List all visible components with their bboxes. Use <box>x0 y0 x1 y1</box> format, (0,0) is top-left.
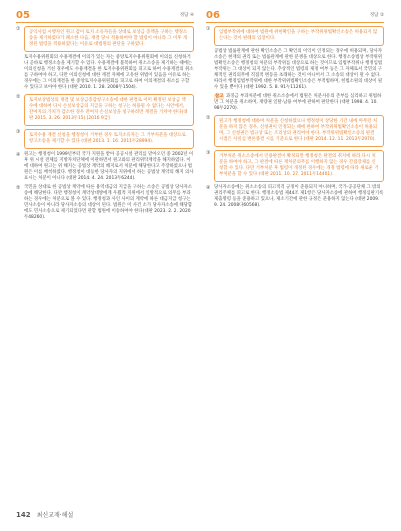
option-1 <box>16 26 194 52</box>
option-3 <box>16 129 194 149</box>
reference-text: 과징금 부과처분에 대한 취소소송에서 법원은 처분사유의 존부를 심리하고 위법하면 그 처분을 취소하며, 재량권 일탈·남용 여부에 관하여 판단한다 (대판 1998. 4. 10. 98두2270). <box>214 94 382 111</box>
page-number: 142 <box>16 510 31 519</box>
question-header <box>206 8 384 23</box>
option-2 <box>16 94 194 126</box>
option-marker: ① <box>16 26 21 32</box>
option-marker: ① <box>206 26 211 32</box>
option-marker: ③ <box>16 129 21 135</box>
option-3 <box>206 150 384 182</box>
question-number: 06 <box>206 9 220 21</box>
answer-label: 정답 ④ <box>179 13 194 18</box>
option-text: 입법부작위에 대하여 법원에 위헌확인을 구하는 부작위위법확인소송은 허용되지 않는다는 것이 판례의 입장이다. <box>214 26 384 46</box>
option-marker: ② <box>16 94 21 100</box>
option-text: 토지보상법상의 재결 및 보상금증감청구소송에 대한 판결로 이미 확정된 보상금 액수에 대하여 다시 손실보상금의 지급을 구하는 청구는 허용될 수 없다는 사안에서, 잔여지의 가치가 감소한 경우 잔여지 손실보상을 청구하려면 재결을 거쳐야 한다(대판 2015. 3. 26. 2013두15).[2016 9급] <box>24 94 194 126</box>
explanation <box>206 49 384 91</box>
question-number: 05 <box>16 9 30 21</box>
answer-label: 정답 ② <box>369 13 384 18</box>
option-text: 공익사업 시행자인 원고 갑이 토지 소유자들을 상대로 보상금 증액을 구하는 행정소송을 제기하였다가 패소한 다음, 재결 당시 적용하여야 할 법령이 아니라 그 이후 개정된 법령을 적용하였다는 이유로 대법원의 판단을 구하였다. <box>24 26 194 52</box>
explanation-text: 공법상 법률관계에 관한 확인소송은 그 확인의 이익이 인정되는 경우에 허용되며, 당사자소송은 현재의 권리 또는 법률관계에 관한 분쟁을 대상으로 한다. 행정소송법상 부작위위법확인소송은 행정청의 처분의 부작위를 대상으로 하는 것이므로 입법부작위나 행정입법부작위는 그 대상이 되지 않는다. 추상적인 법령의 제정 여부 등은 그 자체로서 국민의 구체적인 권리의무에 직접적 변동을 초래하는 것이 아니어서 그 소송의 대상이 될 수 없다. 따라서 행정입법부작위에 대한 부작위위법확인소송은 부적법하며, 헌법소원의 대상이 될 수 있을 뿐이다 (대판 1992. 5. 8. 91누11261). <box>214 49 383 90</box>
book-title: 최신교재·해설 <box>36 512 74 519</box>
explanation <box>16 55 194 91</box>
right-column <box>206 8 384 212</box>
option-text: 당사자소송에는 취소소송의 피고적격 규정이 준용되지 아니하며, 국가·공공단체 그 밖의 권리주체를 피고로 한다. 행정소송법 제44조 제1항은 당사자소송에 관하여 행정심판기록 제출명령 등을 준용하고 있으나, 제소기간에 관한 규정은 준용하지 않는다 (대판 2009. 9. 24. 2008다60568). <box>214 185 384 208</box>
explanation-text: 토지수용위원회의 수용재결에 이의가 있는 자는 중앙토지수용위원회에 이의를 신청하거나 곧바로 행정소송을 제기할 수 있다. 수용재결에 불복하여 취소소송을 제기하는 때에는 이의신청을 거친 경우에도 수용재결을 한 토지수용위원회를 피고로 하여 수용재결의 취소를 구하여야 하고, 다만 이의신청에 대한 재결 자체에 고유한 위법이 있음을 이유로 하는 경우에는 그 이의재결을 한 중앙토지수용위원회를 피고로 하여 이의재결의 취소를 구할 수 있다고 보아야 한다 (대판 2010. 1. 28. 2008두1504). <box>24 55 194 90</box>
option-marker: ④ <box>16 152 21 158</box>
option-marker: ② <box>206 115 211 121</box>
page-footer <box>16 510 73 519</box>
option-marker: ⑤ <box>16 185 21 191</box>
option-4 <box>206 185 384 209</box>
option-text: 원고가 행정청에 대하여 처분을 신청하였으나 행정청이 상당한 기간 내에 아무런 처분을 하지 않은 경우, 신청권이 인정되는 때에 한하여 부작위위법확인소송이 허용되며, 그 신청권은 법규상 또는 조리상의 권리여야 한다. 부작위위법확인소송의 판결 시점은 사실심 변론종결 시를 기준으로 한다 (대판 2014. 12. 11. 2013두2970). <box>214 115 384 147</box>
option-2 <box>206 115 384 147</box>
left-column <box>16 8 194 224</box>
option-4 <box>16 152 194 182</box>
option-5 <box>16 185 194 221</box>
question-header <box>16 8 194 23</box>
option-text: 토지수용 재결 신청을 행정청이 거부한 경우 토지소유자는 그 거부처분을 대상으로 항고소송을 제기할 수 있다 (대판 2013. 1. 16. 2011두28994). <box>24 129 194 149</box>
option-marker: ③ <box>206 150 211 156</box>
option-text: 원고는 행정청이 1999년부터 국가 지원을 받아 공공시설 관리를 맡아오던 중 2002년 이후 위 시설 전체를 지방자치단체에 이관하면서 원고와의 관리위탁계약을 해지하였다. 이에 대하여 원고는 위 해지는 공법상 계약의 해지로서 처분에 해당한다고 주장하였으나 법원은 이를 배척하였다. 행정청이 대등한 당사자의 지위에서 하는 공법상 계약의 해지 의사표시는 처분이 아니다 (대판 2014. 4. 24. 2013두6244). <box>24 152 194 181</box>
option-1 <box>206 26 384 46</box>
reference-badge: 참고 <box>215 94 224 99</box>
option-text: 거부처분 취소소송에서 인용판결이 확정되면 행정청은 판결의 취지에 따라 다시 처분을 하여야 하고, 그 판결에 따른 재처분의무를 이행하지 않는 경우 간접강제를 신청할 수 있다. 다만 거부처분 후 법령이 개정된 경우에는 개정 법령에 따라 새로운 거부처분을 할 수 있다 (대판 2011. 10. 27. 2011두14401). <box>214 150 384 182</box>
reference-body <box>206 94 384 112</box>
reference-note <box>206 94 384 112</box>
option-marker: ④ <box>206 185 211 191</box>
option-text: 국민을 상대로 한 공법상 계약에 따른 용역대금의 지급을 구하는 소송은 공법상 당사자소송에 해당한다. 다만 행정청이 계약상대방에게 우월적 지위에서 일방적으로 의무를 부과하는 경우에는 처분으로 볼 수 있다. 행정청과 사인 사이의 계약에 따른 대금지급 청구는 민사소송이 아니라 당사자소송의 대상이 된다. 법원은 이 사건 소가 당사자소송에 해당함에도 민사소송으로 제기되었다면 관할 법원에 이송하여야 한다(대판 2023. 2. 2. 2020두48260). <box>24 185 193 220</box>
